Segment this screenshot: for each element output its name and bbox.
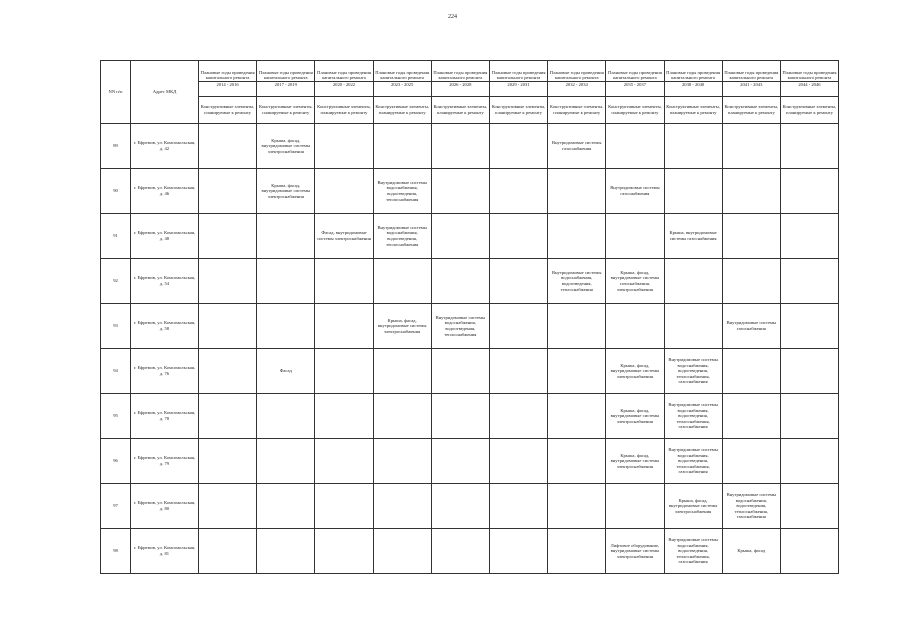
- elements-header: Конструктивные элементы, планируемые к ремонту: [431, 97, 489, 124]
- repair-cell: [780, 304, 838, 349]
- period-header: [606, 61, 664, 97]
- period-header: [315, 61, 373, 97]
- row-address: г. Ефремов, ул. Комсомольская, д. 79: [131, 439, 199, 484]
- repair-cell: [199, 214, 257, 259]
- repair-cell: [373, 439, 431, 484]
- repair-cell: [373, 529, 431, 574]
- repair-cell: [722, 349, 780, 394]
- repair-cell: [257, 304, 315, 349]
- repair-cell: [780, 259, 838, 304]
- repair-cell: Внутридомовые системы газоснабжения: [606, 169, 664, 214]
- plan-label: Плановые годы проведения капитального ремонта: [375, 69, 430, 81]
- repair-cell: [606, 124, 664, 169]
- repair-cell: [373, 394, 431, 439]
- repair-cell: [548, 169, 606, 214]
- period-years: 2041 - 2043: [723, 81, 780, 88]
- table-row: [101, 439, 839, 484]
- repair-cell: [664, 169, 722, 214]
- repair-cell: [257, 484, 315, 529]
- elements-header: Конструктивные элементы, планируемые к ремонту: [664, 97, 722, 124]
- table-row: [101, 349, 839, 394]
- period-years: 2017 - 2019: [257, 81, 314, 88]
- repair-cell: [315, 349, 373, 394]
- table-row: [101, 259, 839, 304]
- repair-cell: [199, 484, 257, 529]
- period-years: 2014 - 2016: [199, 81, 256, 88]
- period-header: [722, 61, 780, 97]
- row-number: 97: [101, 484, 131, 529]
- table-row: [101, 484, 839, 529]
- period-years: 2029 - 2031: [490, 81, 547, 88]
- repair-cell: [489, 349, 547, 394]
- row-number: 95: [101, 394, 131, 439]
- repair-cell: [431, 259, 489, 304]
- row-number: 90: [101, 169, 131, 214]
- elements-header: Конструктивные элементы, планируемые к ремонту: [373, 97, 431, 124]
- repair-cell: [315, 259, 373, 304]
- elements-header: Конструктивные элементы, планируемые к ремонту: [489, 97, 547, 124]
- plan-label: Плановые годы проведения капитального ремонта: [491, 69, 546, 81]
- elements-header: Конструктивные элементы, планируемые к ремонту: [548, 97, 606, 124]
- repair-cell: [489, 304, 547, 349]
- table-header: [101, 61, 839, 124]
- repair-cell: [489, 259, 547, 304]
- repair-cell: Фасад, внутридомовые системы электроснабжения: [315, 214, 373, 259]
- repair-cell: [199, 169, 257, 214]
- row-number: 96: [101, 439, 131, 484]
- repair-cell: [722, 214, 780, 259]
- row-address: г. Ефремов, ул. Комсомольская, д. 58: [131, 304, 199, 349]
- row-number: 92: [101, 259, 131, 304]
- period-header: [257, 61, 315, 97]
- period-years: 2026 - 2028: [432, 81, 489, 88]
- elements-header: Конструктивные элементы, планируемые к ремонту: [257, 97, 315, 124]
- repair-cell: Крыша, фасад, внутридомовые системы электроснабжения: [606, 349, 664, 394]
- repair-cell: [257, 214, 315, 259]
- address-header: Адрес МКД: [131, 61, 199, 124]
- repair-cell: Внутридомовые системы водоснабжения, водоотведения, теплоснабжения, газоснабжения: [664, 529, 722, 574]
- repair-cell: [315, 529, 373, 574]
- row-address: г. Ефремов, ул. Комсомольская, д. 42: [131, 124, 199, 169]
- repair-cell: [780, 439, 838, 484]
- repair-cell: [548, 214, 606, 259]
- elements-header: Конструктивные элементы, планируемые к ремонту: [722, 97, 780, 124]
- repair-cell: [199, 394, 257, 439]
- row-address: г. Ефремов, ул. Комсомольская, д. 80: [131, 484, 199, 529]
- row-number: 98: [101, 529, 131, 574]
- repair-cell: [489, 439, 547, 484]
- repair-cell: [722, 124, 780, 169]
- repair-cell: Крыша, фасад, внутридомовые системы электроснабжения: [606, 439, 664, 484]
- repair-cell: [780, 394, 838, 439]
- period-years: 2044 - 2046: [781, 81, 838, 88]
- repair-cell: Крыша, фасад: [722, 529, 780, 574]
- repair-cell: [722, 259, 780, 304]
- repair-cell: [257, 259, 315, 304]
- repair-cell: [664, 124, 722, 169]
- plan-label: Плановые годы проведения капитального ремонта: [200, 69, 255, 81]
- period-years: 2035 - 2037: [606, 81, 663, 88]
- repair-schedule-table: [100, 60, 839, 574]
- repair-cell: [780, 169, 838, 214]
- repair-cell: [431, 214, 489, 259]
- repair-cell: [722, 169, 780, 214]
- repair-cell: [548, 484, 606, 529]
- repair-cell: [722, 439, 780, 484]
- repair-cell: [780, 124, 838, 169]
- repair-cell: [431, 484, 489, 529]
- repair-cell: [489, 394, 547, 439]
- repair-cell: [257, 394, 315, 439]
- repair-cell: [257, 529, 315, 574]
- repair-cell: Внутридомовые системы водоснабжения, водоотведения, теплоснабжения, газоснабжения: [722, 484, 780, 529]
- plan-label: Плановые годы проведения капитального ремонта: [724, 69, 779, 81]
- repair-cell: [489, 214, 547, 259]
- repair-cell: Внутридомовые системы газоснабжения: [722, 304, 780, 349]
- repair-cell: Внутридомовые системы газоснабжения: [548, 124, 606, 169]
- page-number: 224: [448, 14, 457, 20]
- repair-cell: [315, 169, 373, 214]
- repair-cell: [315, 439, 373, 484]
- repair-cell: [373, 259, 431, 304]
- repair-cell: Крыша, фасад, внутридомовые системы электроснабжения: [257, 169, 315, 214]
- repair-cell: [431, 439, 489, 484]
- repair-cell: [199, 439, 257, 484]
- plan-label: Плановые годы проведения капитального ремонта: [317, 69, 371, 81]
- period-header: [199, 61, 257, 97]
- plan-label: Плановые годы проведения капитального ремонта: [782, 69, 837, 81]
- plan-label: Плановые годы проведения капитального ремонта: [666, 69, 721, 81]
- period-header: [373, 61, 431, 97]
- repair-cell: Внутридомовые системы водоснабжения, водоотведения, теплоснабжения: [431, 304, 489, 349]
- repair-cell: [373, 349, 431, 394]
- repair-cell: Внутридомовые системы водоснабжения, водоотведения, теплоснабжения, газоснабжения: [664, 349, 722, 394]
- repair-cell: [548, 439, 606, 484]
- repair-cell: [431, 169, 489, 214]
- elements-header: Конструктивные элементы, планируемые к ремонту: [606, 97, 664, 124]
- table-body: [101, 124, 839, 574]
- repair-cell: [489, 169, 547, 214]
- repair-cell: Крыша, фасад, внутридомовые системы электроснабжения: [664, 484, 722, 529]
- row-address: г. Ефремов, ул. Комсомольская, д. 78: [131, 394, 199, 439]
- table-row: [101, 124, 839, 169]
- period-years: 2023 - 2025: [374, 81, 431, 88]
- repair-cell: [199, 529, 257, 574]
- repair-cell: [489, 529, 547, 574]
- repair-cell: [548, 349, 606, 394]
- repair-cell: Крыша, внутридомовые системы газоснабжения: [664, 214, 722, 259]
- repair-cell: [489, 124, 547, 169]
- repair-cell: [373, 124, 431, 169]
- repair-cell: [199, 349, 257, 394]
- repair-cell: [664, 304, 722, 349]
- period-header: [431, 61, 489, 97]
- repair-cell: [664, 259, 722, 304]
- plan-label: Плановые годы проведения капитального ремонта: [433, 69, 488, 81]
- period-header: [548, 61, 606, 97]
- repair-cell: [606, 304, 664, 349]
- table-row: [101, 529, 839, 574]
- period-header: [664, 61, 722, 97]
- elements-header: Конструктивные элементы, планируемые к ремонту: [315, 97, 373, 124]
- row-number: 94: [101, 349, 131, 394]
- row-address: г. Ефремов, ул. Комсомольская, д. 46: [131, 169, 199, 214]
- repair-cell: [489, 484, 547, 529]
- table-row: [101, 214, 839, 259]
- repair-cell: [722, 394, 780, 439]
- row-address: г. Ефремов, ул. Комсомольская, д. 54: [131, 259, 199, 304]
- repair-cell: [199, 124, 257, 169]
- repair-cell: Внутридомовые системы водоснабжения, водоотведения, теплоснабжения, газоснабжения: [664, 394, 722, 439]
- repair-cell: [199, 304, 257, 349]
- repair-cell: [780, 529, 838, 574]
- repair-cell: [315, 394, 373, 439]
- repair-cell: Фасад: [257, 349, 315, 394]
- elements-header: Конструктивные элементы, планируемые к ремонту: [780, 97, 838, 124]
- row-address: г. Ефремов, ул. Комсомольская, д. 48: [131, 214, 199, 259]
- table-row: [101, 169, 839, 214]
- repair-cell: [780, 214, 838, 259]
- repair-cell: Внутридомовые системы водоснабжения, водоотведения, теплоснабжения, газоснабжения: [664, 439, 722, 484]
- row-number: 89: [101, 124, 131, 169]
- repair-cell: [431, 124, 489, 169]
- plan-label: Плановые годы проведения капитального ремонта: [607, 69, 662, 81]
- num-header: NN п/п: [101, 61, 131, 124]
- repair-cell: Внутридомовые системы водоснабжения, водоотведения, теплоснабжения: [373, 214, 431, 259]
- period-header: [780, 61, 838, 97]
- repair-cell: [315, 124, 373, 169]
- elements-header: Конструктивные элементы, планируемые к ремонту: [199, 97, 257, 124]
- repair-cell: [373, 484, 431, 529]
- repair-cell: [548, 394, 606, 439]
- repair-cell: Крыша, фасад, внутридомовые системы электроснабжения: [606, 394, 664, 439]
- period-years: 2038 - 2040: [665, 81, 722, 88]
- repair-cell: Лифтовое оборудование, внутридомовые системы электроснабжения: [606, 529, 664, 574]
- repair-cell: [199, 259, 257, 304]
- repair-cell: [257, 439, 315, 484]
- repair-cell: [315, 304, 373, 349]
- repair-cell: [431, 349, 489, 394]
- row-number: 93: [101, 304, 131, 349]
- repair-cell: [431, 394, 489, 439]
- row-address: г. Ефремов, ул. Комсомольская, д. 76: [131, 349, 199, 394]
- plan-label: Плановые годы проведения капитального ремонта: [258, 69, 313, 81]
- repair-cell: [780, 349, 838, 394]
- repair-cell: Крыша, фасад, внутридомовые системы электроснабжения: [373, 304, 431, 349]
- repair-cell: Крыша, фасад, внутридомовые системы газоснабжения, электроснабжения: [606, 259, 664, 304]
- period-years: 2020 - 2022: [315, 81, 372, 88]
- repair-cell: [431, 529, 489, 574]
- repair-cell: Внутридомовые системы водоснабжения, водоотведения, теплоснабжения: [373, 169, 431, 214]
- table-row: [101, 394, 839, 439]
- repair-cell: [315, 484, 373, 529]
- row-address: г. Ефремов, ул. Комсомольская, д. 81: [131, 529, 199, 574]
- repair-cell: [548, 529, 606, 574]
- repair-cell: Внутридомовые системы водоснабжения, водоотведения, теплоснабжения: [548, 259, 606, 304]
- repair-cell: [780, 484, 838, 529]
- repair-cell: [606, 484, 664, 529]
- row-number: 91: [101, 214, 131, 259]
- table-row: [101, 304, 839, 349]
- repair-cell: [548, 304, 606, 349]
- period-years: 2032 - 2034: [548, 81, 605, 88]
- repair-cell: [606, 214, 664, 259]
- period-header: [489, 61, 547, 97]
- plan-label: Плановые годы проведения капитального ремонта: [549, 69, 604, 81]
- repair-cell: Крыша, фасад, внутридомовые системы электроснабжения: [257, 124, 315, 169]
